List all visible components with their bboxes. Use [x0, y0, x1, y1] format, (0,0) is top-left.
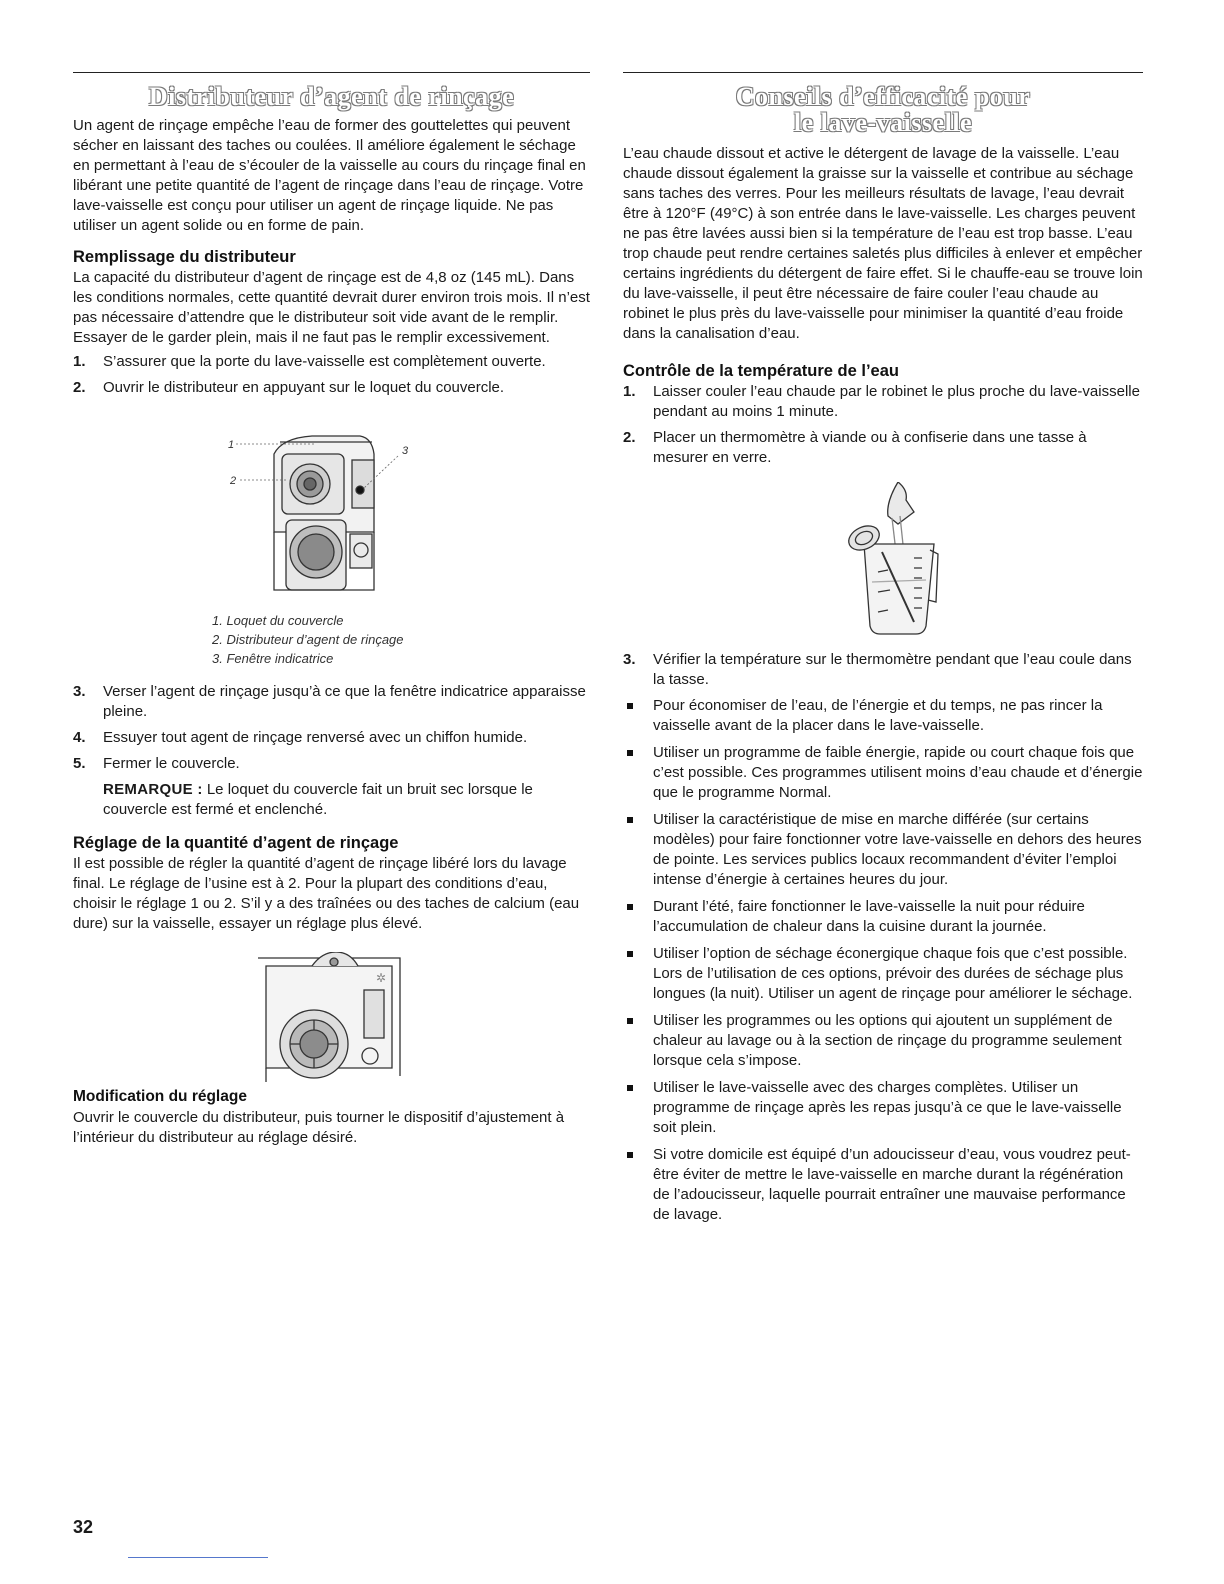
left-column [73, 84, 590, 1148]
efficiency-tips-list [623, 696, 1143, 1225]
modify-text: Ouvrir le couvercle du distributeur, puis tourner le dispositif d’ajustement à l’intérieur du distributeur au réglage désiré. [73, 1109, 565, 1146]
efficiency-title-line1: Conseils d’efficacité pour [735, 82, 1031, 111]
list-item: 5. Fermer le couvercle. [73, 755, 240, 772]
list-item: Durant l’été, faire fonctionner le lave-vaisselle la nuit pour réduire l’accumulation de chaleur dans la cuisine durant la journée. [623, 897, 1143, 937]
rinse-aid-intro: Un agent de rinçage empêche l’eau de former des gouttelettes qui peuvent sécher en laissant des taches ou coulées. Il améliore également le séchage en permettant à l’eau de s’écouler de la vaisselle au cours du rinçage final en libérant une petite quantité de l’agent de rinçage dans l’eau de rinçage. Votre lave-vaisselle est conçu pour utiliser un agent de rinçage liquide. Ne pas utiliser un agent solide ou en forme de pain. [73, 117, 586, 234]
callout-3-label: 3 [401, 445, 408, 457]
adjuster-illustration [252, 952, 412, 1082]
caption-item: 2. Distributeur d’agent de rinçage [212, 632, 404, 647]
adjust-text: Il est possible de régler la quantité d’agent de rinçage libéré lors du lavage final. Le réglage de l’usine est à 2. Pour la plupart des conditions d’eau, choisir le réglage 1 ou 2. S’il y a des traînées ou des taches de calcium (eau dure) sur la vaisselle, essayer un réglage plus élevé. [73, 855, 580, 932]
temperature-steps-a [623, 382, 1143, 468]
sun-icon: ✲ [375, 971, 386, 985]
callout-1-label: 1 [227, 439, 234, 451]
list-item: 4. Essuyer tout agent de rinçage renversé avec un chiffon humide. [73, 729, 528, 746]
bullet-square-icon [627, 1152, 633, 1158]
caption-item: 1. Loquet du couvercle [212, 613, 344, 628]
bullet-square-icon [627, 817, 633, 823]
efficiency-title-line2: le lave-vaisselle [793, 108, 973, 137]
right-top-rule [623, 72, 1143, 73]
modify-heading: Modification du réglage [73, 1088, 247, 1105]
filling-heading: Remplissage du distributeur [73, 248, 296, 266]
temperature-heading: Contrôle de la température de l’eau [623, 362, 899, 380]
list-item: Utiliser les programmes ou les options qui ajoutent un supplément de chaleur au lavage ou à la section de rinçage du programme seulement lorsque cela s’impose. [623, 1011, 1143, 1071]
list-item: 1. S’assurer que la porte du lave-vaisselle est complètement ouverte. [73, 353, 546, 370]
filling-text: La capacité du distributeur d’agent de rinçage est de 4,8 oz (145 mL). Dans les conditions normales, cette quantité devrait durer environ trois mois. Il n’est pas nécessaire d’attendre que le distributeur soit vide avant de le remplir. Essayer de le garder plein, mais il ne faut pas le remplir excessivement. [73, 269, 590, 346]
rinse-aid-title: Distributeur d’agent de rinçage [148, 82, 515, 111]
left-top-rule [73, 72, 590, 73]
bullet-square-icon [627, 904, 633, 910]
list-item: Pour économiser de l’eau, de l’énergie et du temps, ne pas rincer la vaisselle avant de la placer dans le lave-vaisselle. [623, 696, 1143, 736]
note-paragraph [103, 780, 590, 820]
note-text: Le loquet du couvercle fait un bruit sec lorsque le couvercle est fermé et enclenché. [103, 781, 533, 818]
list-item: 1. Laisser couler l’eau chaude par le robinet le plus proche du lave-vaisselle pendant au moins 1 minute. [623, 383, 1140, 420]
list-item: 2. Placer un thermomètre à viande ou à confiserie dans une tasse à mesurer en verre. [623, 429, 1087, 466]
bullet-square-icon [627, 1085, 633, 1091]
note-label: REMARQUE : [103, 781, 203, 798]
list-item: 3. Verser l’agent de rinçage jusqu’à ce que la fenêtre indicatrice apparaisse pleine. [73, 683, 586, 720]
efficiency-intro: L’eau chaude dissout et active le détergent de lavage de la vaisselle. L’eau chaude dissout également la graisse sur la vaisselle et contribue au séchage sans taches des verres. Pour les meilleurs résultats de lavage, l’eau devrait être à 120°F (49°C) à son entrée dans le lave-vaisselle. Les charges peuvent ne pas être lavées aussi bien si la température de l’eau est trop basse. L’eau trop chaude peut rendre certaines saletés plus difficiles à enlever et empêcher certains ingrédients du détergent de faire effet. Si le chauffe-eau se trouve loin du lave-vaisselle, il peut être nécessaire de faire couler l’eau chaude au robinet le plus près du lave-vaisselle pour minimiser la quantité d’eau froide dans la canalisation d’eau. [623, 145, 1143, 342]
adjuster-drawing [252, 952, 412, 1082]
page-number: 32 [73, 1517, 94, 1537]
list-item: Si votre domicile est équipé d’un adoucisseur d’eau, vous voudrez peut-être éviter de mettre le lave-vaisselle en marche durant la régénération de l’adoucisseur, laquelle pourrait entraîner une mauvaise performance de lavage. [623, 1145, 1143, 1225]
measuring-cup-drawing [838, 482, 948, 642]
bullet-square-icon [627, 750, 633, 756]
callout-2-label: 2 [229, 475, 236, 487]
filling-steps-a [73, 352, 590, 398]
list-item: 3. Vérifier la température sur le thermomètre pendant que l’eau coule dans la tasse. [623, 651, 1132, 688]
list-item: Utiliser la caractéristique de mise en marche différée (sur certains modèles) pour faire fonctionner votre lave-vaisselle en dehors des heures de pointe. Les services publics locaux recommandent d’éviter l’emploi intense d’énergie à certaines heures du jour. [623, 810, 1143, 890]
bullet-square-icon [627, 703, 633, 709]
measuring-cup-illustration [838, 482, 948, 642]
adjust-heading: Réglage de la quantité d’agent de rinçage [73, 834, 399, 852]
bottom-decorative-line [128, 1557, 268, 1558]
figure-captions [212, 611, 590, 668]
bullet-square-icon [627, 951, 633, 957]
temperature-steps-b [623, 650, 1143, 690]
bullet-square-icon [627, 1018, 633, 1024]
list-item: Utiliser l’option de séchage éconergique chaque fois que c’est possible. Lors de l’utilisation de ces options, prévoir des durées de séchage plus longues (la nuit). Utiliser un agent de rinçage pour améliorer le séchage. [623, 944, 1143, 1004]
right-column [623, 84, 1143, 1232]
dispenser-illustration [222, 424, 442, 599]
list-item: 2. Ouvrir le distributeur en appuyant sur le loquet du couvercle. [73, 379, 505, 396]
caption-item: 3. Fenêtre indicatrice [212, 651, 334, 666]
dispenser-drawing [222, 424, 442, 599]
list-item: Utiliser le lave-vaisselle avec des charges complètes. Utiliser un programme de rinçage après les repas jusqu’à ce que le lave-vaisselle soit plein. [623, 1078, 1143, 1138]
list-item: Utiliser un programme de faible énergie, rapide ou court chaque fois que c’est possible. Ces programmes utilisent moins d’eau chaude et d’énergie que le programme Normal. [623, 743, 1143, 803]
filling-steps-b [73, 682, 590, 774]
